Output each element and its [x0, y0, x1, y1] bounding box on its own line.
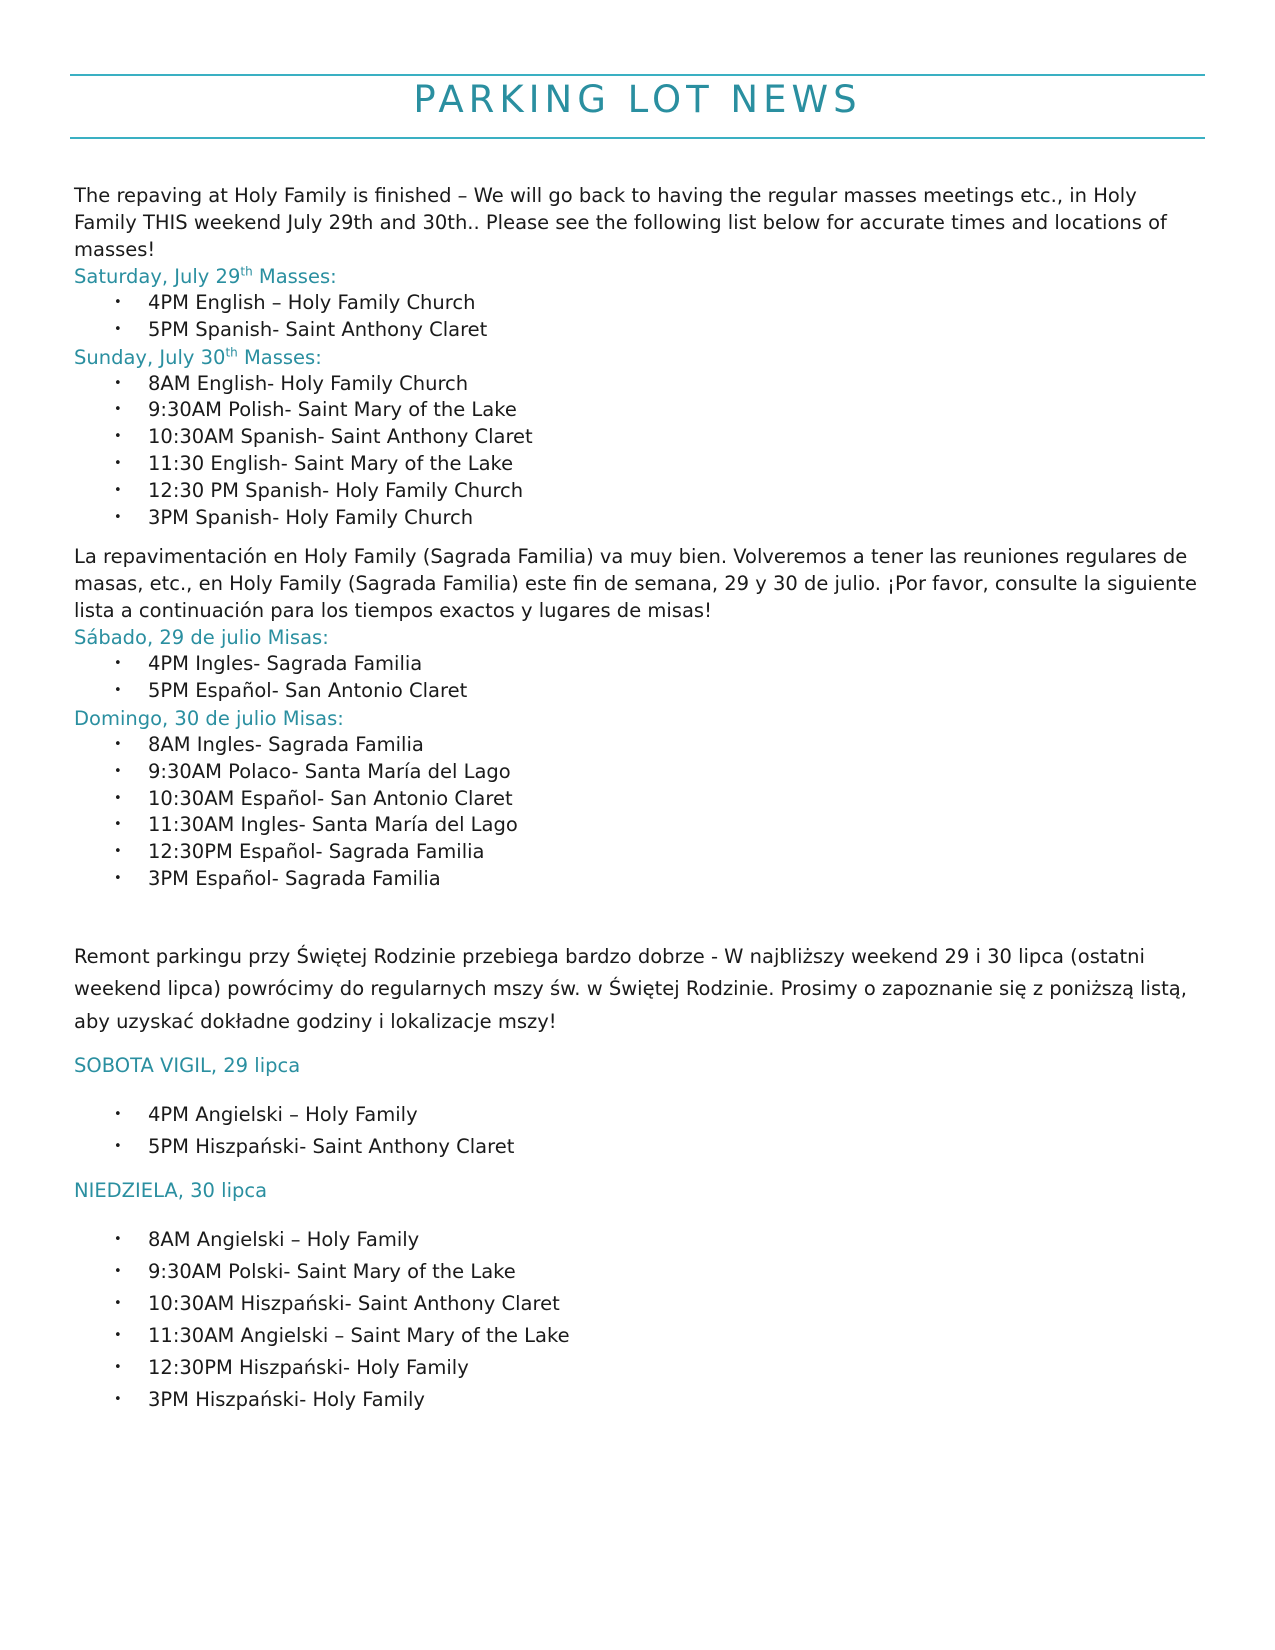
list-item-text: 8AM Angielski – Holy Family	[148, 1228, 420, 1252]
bullet-icon: •	[114, 656, 122, 672]
bullet-icon: •	[114, 763, 122, 779]
bullet-icon: •	[114, 870, 122, 886]
list-item	[74, 839, 1204, 866]
bullet-icon: •	[114, 482, 122, 498]
list-item-text: 11:30 English- Saint Mary of the Lake	[148, 451, 514, 475]
list-item-text: 5PM Hiszpański- Saint Anthony Claret	[148, 1135, 515, 1159]
list-item	[74, 371, 1204, 398]
list-item-text: 8AM Ingles- Sagrada Familia	[148, 732, 424, 756]
list-item-text: 4PM Ingles- Sagrada Familia	[148, 652, 423, 676]
bullet-icon: •	[114, 817, 122, 833]
spanish-sunday-list	[74, 732, 1204, 893]
list-item-text: 10:30AM Spanish- Saint Anthony Claret	[148, 425, 533, 449]
spanish-saturday-heading: Sábado, 29 de julio Misas:	[74, 626, 329, 650]
polish-sunday-heading: NIEDZIELA, 30 lipca	[74, 1179, 268, 1203]
list-item-text: 9:30AM Polski- Saint Mary of the Lake	[148, 1260, 516, 1284]
list-item-text: 4PM English – Holy Family Church	[148, 291, 476, 314]
bullet-icon: •	[114, 1264, 122, 1280]
list-item-text: 11:30AM Ingles- Santa María del Lago	[148, 813, 518, 837]
list-item-text: 9:30AM Polaco- Santa María del Lago	[148, 759, 511, 783]
list-item	[74, 317, 1204, 344]
list-item-text: 3PM Spanish- Holy Family Church	[148, 505, 474, 529]
bullet-icon: •	[114, 1107, 122, 1123]
list-item	[74, 866, 1204, 893]
list-item-text: 12:30PM Español- Sagrada Familia	[148, 840, 485, 864]
english-sunday-list	[74, 371, 1204, 532]
list-item	[74, 732, 1204, 759]
bullet-icon: •	[114, 509, 122, 525]
list-item-text: 9:30AM Polish- Saint Mary of the Lake	[148, 398, 517, 422]
list-item-text: 10:30AM Español- San Antonio Claret	[148, 786, 513, 810]
list-item	[74, 1352, 1204, 1384]
polish-sunday-list	[74, 1224, 1204, 1416]
list-item-text: 3PM Hiszpański- Holy Family	[148, 1388, 425, 1412]
list-item	[74, 451, 1204, 478]
bullet-icon: •	[114, 455, 122, 471]
english-sunday-heading: Sunday, July 30th Masses:	[74, 345, 322, 369]
list-item	[74, 812, 1204, 839]
list-item	[74, 424, 1204, 451]
english-saturday-list	[74, 290, 1204, 344]
bullet-icon: •	[114, 321, 122, 337]
list-item	[74, 786, 1204, 813]
title-top-rule	[70, 74, 1205, 76]
bullet-icon: •	[114, 790, 122, 806]
bullet-icon: •	[114, 844, 122, 860]
list-item-text: 10:30AM Hiszpański- Saint Anthony Claret	[148, 1292, 560, 1316]
bullet-icon: •	[114, 1360, 122, 1376]
list-item	[74, 1384, 1204, 1416]
polish-saturday-heading: SOBOTA VIGIL, 29 lipca	[74, 1054, 301, 1078]
list-item	[74, 290, 1204, 317]
list-item-text: 5PM Español- San Antonio Claret	[148, 679, 468, 703]
list-item	[74, 1320, 1204, 1352]
list-item	[74, 651, 1204, 678]
bullet-icon: •	[114, 402, 122, 418]
bullet-icon: •	[114, 683, 122, 699]
bullet-icon: •	[114, 375, 122, 391]
bullet-icon: •	[114, 1139, 122, 1155]
list-item	[74, 505, 1204, 532]
english-intro-paragraph: The repaving at Holy Family is finished – We will go back to having the regular masses meetings etc., in Holy Family THIS weekend July 29th and 30th.. Please see the following list below for accurate times and locations of masses!	[74, 184, 1167, 261]
list-item-text: 3PM Español- Sagrada Familia	[148, 866, 441, 890]
english-section	[74, 182, 1204, 531]
bullet-icon: •	[114, 429, 122, 445]
list-item	[74, 1256, 1204, 1288]
list-item-text: 8AM English- Holy Family Church	[148, 371, 469, 395]
list-item	[74, 1131, 1204, 1163]
polish-section	[74, 941, 1204, 1417]
spanish-intro-paragraph: La repavimentación en Holy Family (Sagrada Familia) va muy bien. Volveremos a tener las reuniones regulares de masas, etc., en Holy Family (Sagrada Familia) este fin de semana, 29 y 30 de julio. ¡Por favor, consulte la siguiente lista a continuación para los tiempos exactos y lugares de misas!	[74, 545, 1197, 623]
title-bottom-rule	[70, 137, 1205, 139]
document-body	[74, 182, 1204, 1416]
bullet-icon: •	[114, 295, 122, 310]
page-title: PARKING LOT NEWS	[413, 78, 862, 121]
list-item-text: 5PM Spanish- Saint Anthony Claret	[148, 317, 488, 341]
list-item	[74, 1099, 1204, 1131]
list-item	[74, 1224, 1204, 1256]
bullet-icon: •	[114, 1232, 122, 1248]
bullet-icon: •	[114, 1328, 122, 1344]
list-item-text: 4PM Angielski – Holy Family	[148, 1103, 418, 1127]
polish-saturday-list	[74, 1099, 1204, 1163]
english-saturday-heading: Saturday, July 29th Masses:	[74, 264, 337, 288]
bullet-icon: •	[114, 1392, 122, 1408]
bullet-icon: •	[114, 1296, 122, 1312]
list-item	[74, 759, 1204, 786]
bullet-icon: •	[114, 736, 122, 752]
list-item-text: 11:30AM Angielski – Saint Mary of the Lake	[148, 1324, 570, 1348]
list-item	[74, 1288, 1204, 1320]
spanish-sunday-heading: Domingo, 30 de julio Misas:	[74, 706, 344, 730]
list-item	[74, 678, 1204, 705]
spanish-section	[74, 543, 1204, 892]
list-item	[74, 478, 1204, 505]
list-item	[74, 397, 1204, 424]
polish-intro-paragraph: Remont parkingu przy Świętej Rodzinie przebiega bardzo dobrze - W najbliższy weekend 29 i 30 lipca (ostatni weekend lipca) powrócimy do regularnych mszy św. w Świętej Rodzinie. Prosimy o zapoznanie się z poniższą listą, aby uzyskać dokładne godziny i lokalizacje mszy!	[74, 944, 1187, 1033]
list-item-text: 12:30PM Hiszpański- Holy Family	[148, 1356, 469, 1380]
list-item-text: 12:30 PM Spanish- Holy Family Church	[148, 478, 524, 502]
spanish-saturday-list	[74, 651, 1204, 705]
